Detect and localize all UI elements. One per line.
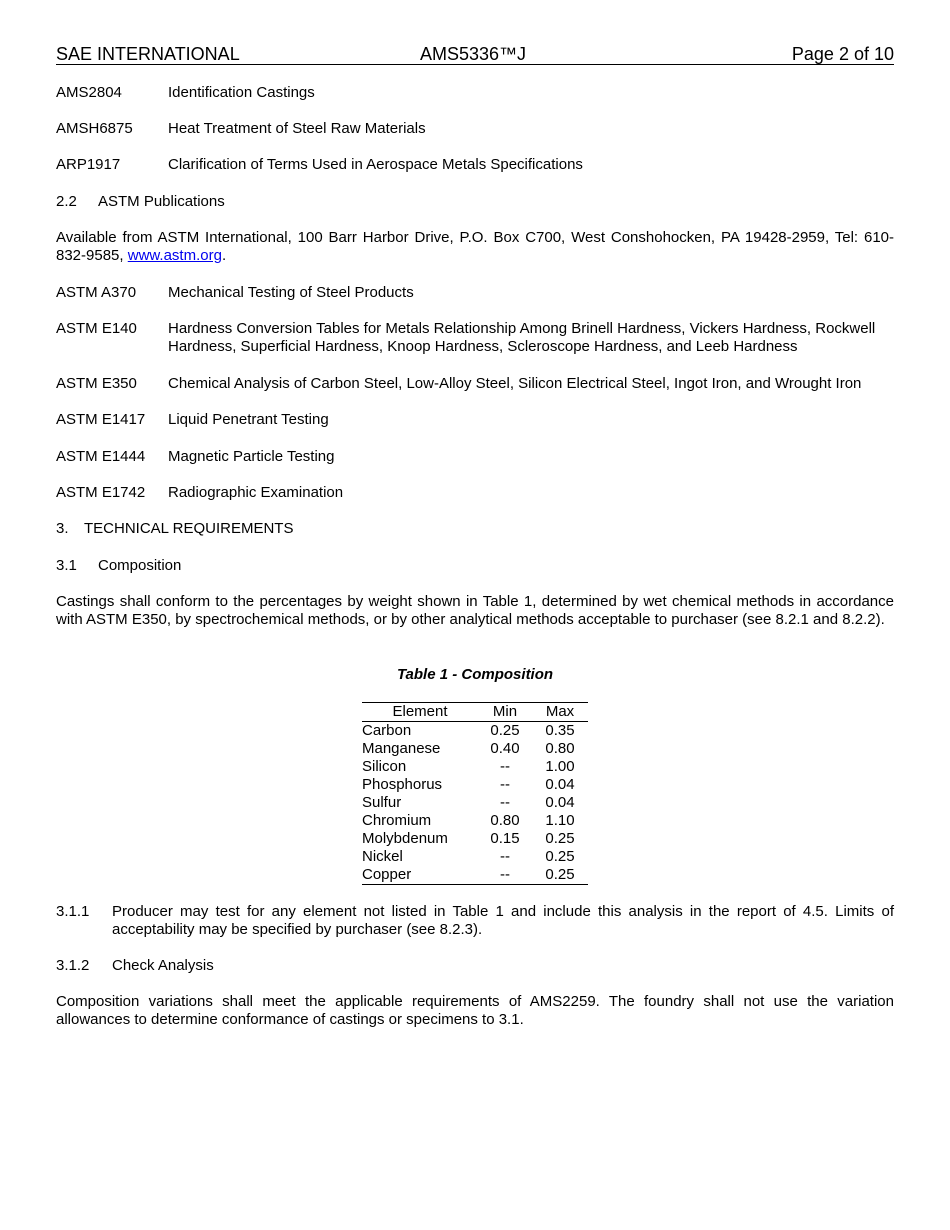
cell-min: 0.40: [490, 740, 520, 757]
cell-element: Sulfur: [362, 794, 402, 811]
table-row: [362, 812, 588, 830]
cell-min: --: [500, 776, 510, 793]
reference-title: Mechanical Testing of Steel Products: [168, 284, 414, 301]
reference-entry: [56, 484, 894, 502]
reference-code: AMS2804: [56, 84, 122, 101]
table-row: [362, 776, 588, 794]
reference-title: Heat Treatment of Steel Raw Materials: [168, 120, 426, 137]
header-doc-id: AMS5336™J: [420, 44, 527, 64]
cell-element: Carbon: [362, 722, 412, 739]
reference-title: Chemical Analysis of Carbon Steel, Low-Alloy Steel, Silicon Electrical Steel, Ingot Iron, and Wrought Iron: [168, 375, 862, 392]
reference-entry: [56, 156, 894, 174]
page-header: [56, 44, 894, 65]
reference-entry: [56, 84, 894, 102]
cell-max: 0.25: [545, 848, 575, 865]
cell-max: 0.04: [545, 794, 575, 811]
cell-element: Phosphorus: [362, 776, 443, 793]
section-3-1-1: [56, 903, 894, 939]
section-number: 3.: [56, 520, 69, 537]
header-org: SAE INTERNATIONAL: [56, 44, 240, 64]
table-row: [362, 830, 588, 848]
cell-element: Copper: [362, 866, 478, 885]
table-row: [362, 848, 588, 866]
reference-code: ASTM E1444: [56, 448, 146, 465]
section-number: 2.2: [56, 193, 77, 210]
table-caption: Table 1 - Composition: [396, 666, 554, 683]
composition-table: [362, 702, 588, 885]
cell-element: Manganese: [362, 740, 441, 757]
reference-title: Hardness Conversion Tables for Metals Relationship Among Brinell Hardness, Vickers Hardness, Rockwell Hardness, Superficial Hardness, Knoop Hardness, Scleroscope Hardness, and Leeb Hardness: [168, 320, 876, 355]
reference-code: ASTM E1417: [56, 411, 146, 428]
reference-entry: [56, 375, 894, 393]
availability-end: .: [221, 247, 227, 264]
header-page-number: Page 2 of 10: [791, 44, 894, 64]
section-heading-3: [56, 520, 293, 538]
column-header-min: Min: [478, 703, 532, 722]
cell-min: 0.25: [490, 722, 520, 739]
section-3-1-2-heading: [56, 957, 894, 975]
availability-text: Available from ASTM International, 100 Barr Harbor Drive, P.O. Box C700, West Conshohocken, PA 19428-2959, Tel: 610-832-9585,: [56, 229, 894, 264]
cell-min: 0.80: [490, 812, 520, 829]
astm-availability-paragraph: [56, 229, 894, 265]
section-text: Producer may test for any element not listed in Table 1 and include this analysis in the report of 4.5. Limits of acceptability may be specified by purchaser (see 8.2.3).: [112, 903, 894, 938]
reference-entry: [56, 448, 894, 466]
cell-element: Nickel: [362, 848, 403, 865]
section-heading-3-1: [56, 557, 181, 575]
reference-title: Radiographic Examination: [168, 484, 344, 501]
reference-entry: [56, 120, 894, 138]
reference-entry: [56, 284, 894, 302]
table-row: [362, 722, 588, 741]
reference-title: Identification Castings: [168, 84, 315, 101]
table-row: [362, 794, 588, 812]
reference-entry: [56, 320, 894, 356]
cell-max: 0.04: [545, 776, 575, 793]
section-number: 3.1.2: [56, 957, 90, 974]
section-number: 3.1: [56, 557, 77, 574]
column-header-element: Element: [362, 703, 478, 722]
cell-min: --: [500, 794, 510, 811]
reference-code: ASTM A370: [56, 284, 137, 301]
cell-min: --: [478, 866, 532, 885]
cell-max: 1.10: [545, 812, 575, 829]
column-header-max: Max: [532, 703, 588, 722]
cell-element: Molybdenum: [362, 830, 448, 847]
section-title: TECHNICAL REQUIREMENTS: [84, 520, 294, 537]
cell-max: 1.00: [545, 758, 575, 775]
section-number: 3.1.1: [56, 903, 90, 920]
astm-website-link[interactable]: www.astm.org: [127, 247, 222, 264]
cell-max: 0.80: [545, 740, 575, 757]
cell-max: 0.25: [532, 866, 588, 885]
cell-element: Silicon: [362, 758, 407, 775]
cell-max: 0.25: [545, 830, 575, 847]
reference-title: Liquid Penetrant Testing: [168, 411, 329, 428]
composition-paragraph: Castings shall conform to the percentages by weight shown in Table 1, determined by wet chemical methods in accordance with ASTM E350, by spectrochemical methods, or by other analytical methods acceptable to purchaser (see 8.2.1 and 8.2.2).: [56, 593, 894, 628]
reference-title: Magnetic Particle Testing: [168, 448, 335, 465]
section-title: Composition: [98, 557, 182, 574]
check-analysis-paragraph: Composition variations shall meet the applicable requirements of AMS2259. The foundry shall not use the variation allowances to determine conformance of castings or specimens to 3.1.: [56, 993, 894, 1028]
cell-min: 0.15: [490, 830, 520, 847]
section-title: ASTM Publications: [98, 193, 225, 210]
table-row: [362, 866, 588, 885]
reference-code: ARP1917: [56, 156, 121, 173]
cell-min: --: [500, 758, 510, 775]
table-row: [362, 740, 588, 758]
table-row: [362, 758, 588, 776]
cell-min: --: [500, 848, 510, 865]
cell-max: 0.35: [545, 722, 575, 739]
reference-entry: [56, 411, 894, 429]
section-title: Check Analysis: [112, 957, 214, 974]
reference-code: ASTM E1742: [56, 484, 146, 501]
reference-code: AMSH6875: [56, 120, 133, 137]
reference-title: Clarification of Terms Used in Aerospace Metals Specifications: [168, 156, 583, 173]
reference-code: ASTM E350: [56, 375, 137, 392]
reference-code: ASTM E140: [56, 320, 137, 337]
table-header-row: [362, 703, 588, 722]
cell-element: Chromium: [362, 812, 432, 829]
section-heading-2-2: [56, 193, 225, 211]
